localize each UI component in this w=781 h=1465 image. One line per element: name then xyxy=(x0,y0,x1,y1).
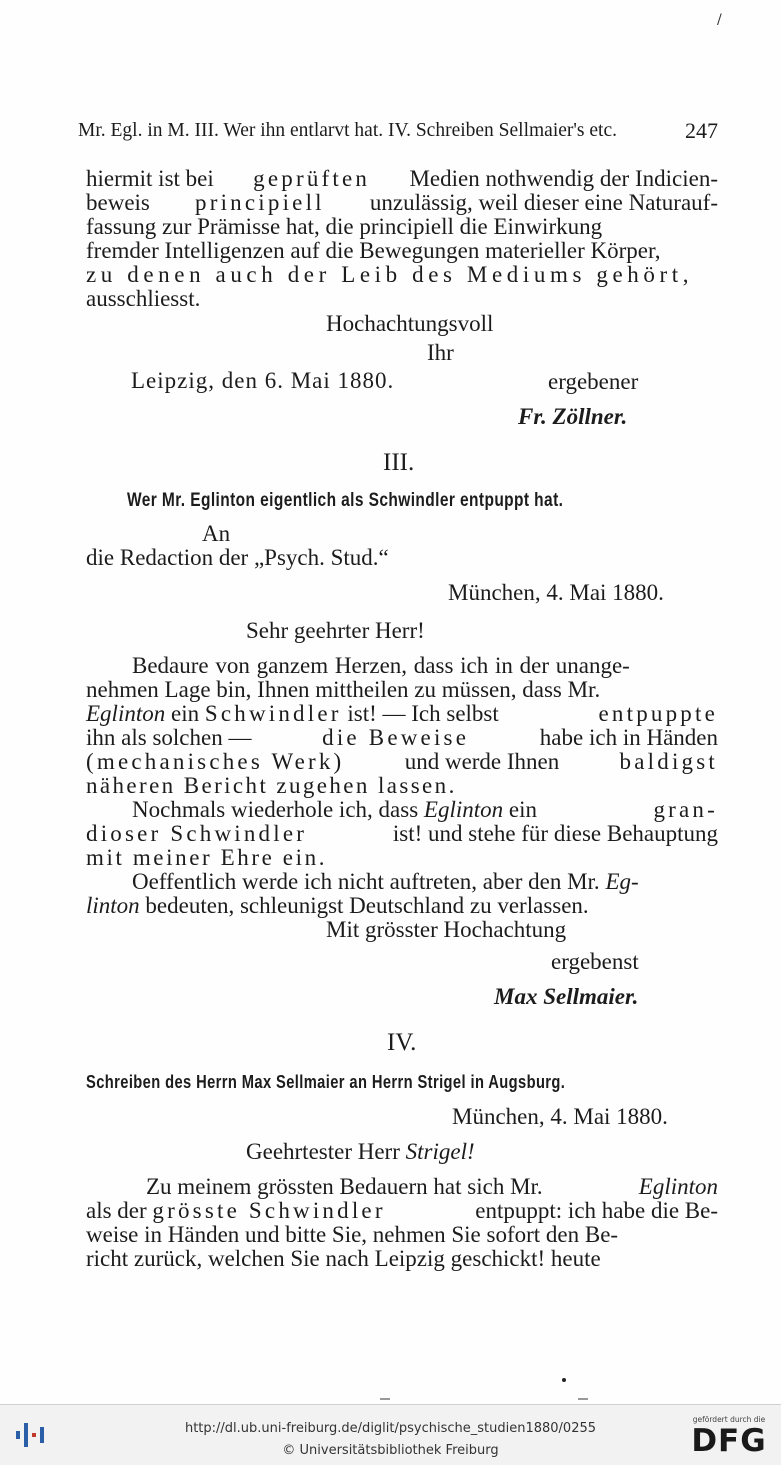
closing-ergebenst: ergebenst xyxy=(551,949,639,974)
text-line: beweis principiell unzulässig, weil dieser eine Naturauf- xyxy=(86,190,718,215)
scan-speck xyxy=(578,1398,588,1400)
text-line: hiermit ist bei geprüften Medien nothwendig der Indicien- xyxy=(86,166,718,191)
text-line: (mechanisches Werk) und werde Ihnen baldigst xyxy=(86,749,718,774)
salutation: Sehr geehrter Herr! xyxy=(246,618,425,643)
closing-line: Hochachtungsvoll xyxy=(326,311,494,336)
dfg-wordmark: DFG xyxy=(691,1423,767,1459)
text-line: richt zurück, welchen Sie nach Leipzig geschickt! heute xyxy=(86,1246,601,1271)
source-url-link[interactable]: http://dl.ub.uni-freiburg.de/diglit/psychische_studien1880/0255 xyxy=(184,1421,597,1436)
text-line: Oeffentlich werde ich nicht auftreten, aber den Mr. Eg- xyxy=(132,869,639,894)
viewer-footer xyxy=(0,1404,781,1465)
section-numeral: IV. xyxy=(387,1029,417,1056)
closing-ihr: Ihr xyxy=(427,340,454,365)
dfg-caption: gefördert durch die xyxy=(692,1415,766,1424)
salutation: Geehrtester Herr Strigel! xyxy=(246,1139,475,1164)
text-line: fassung zur Prämisse hat, die principiell die Einwirkung xyxy=(86,214,603,239)
running-header xyxy=(78,117,718,145)
scan-speck xyxy=(380,1398,390,1400)
text-line: nehmen Lage bin, Ihnen mittheilen zu müssen, dass Mr. xyxy=(86,677,601,702)
section-heading: Wer Mr. Eglinton eigentlich als Schwindler entpuppt hat. xyxy=(127,489,564,511)
signature-zoellner: Fr. Zöllner. xyxy=(518,404,628,429)
closing-line: Mit grösster Hochachtung xyxy=(326,917,567,942)
text-line: Nochmals wiederhole ich, dass Eglinton ein gran- xyxy=(132,797,718,822)
text-line: als der grösste Schwindler entpuppt: ich habe die Be- xyxy=(86,1198,718,1223)
text-line: Eglinton ein Schwindler ist! — Ich selbst entpuppte xyxy=(86,701,718,726)
text-line: ihn als solchen — die Beweise habe ich in Händen xyxy=(86,725,718,750)
scan-speck xyxy=(562,1378,566,1382)
closing-ergebener: ergebener xyxy=(548,369,639,394)
place-date: München, 4. Mai 1880. xyxy=(448,580,664,605)
scan-mark: / xyxy=(717,12,722,28)
text-line: näheren Bericht zugehen lassen. xyxy=(86,773,457,798)
text-line: linton bedeuten, schleunigst Deutschland zu verlassen. xyxy=(86,893,589,918)
text-line: Zu meinem grössten Bedauern hat sich Mr. Eglinton xyxy=(146,1174,718,1199)
text-line: weise in Händen und bitte Sie, nehmen Sie sofort den Be- xyxy=(86,1222,619,1247)
text-line: dioser Schwindler ist! und stehe für diese Behauptung xyxy=(86,821,718,846)
section-heading: Schreiben des Herrn Max Sellmaier an Herrn Strigel in Augsburg. xyxy=(86,1073,566,1093)
address-recipient: die Redaction der „Psych. Stud.“ xyxy=(86,545,389,570)
place-date: Leipzig, den 6. Mai 1880. xyxy=(131,368,395,393)
text-line: ausschliesst. xyxy=(86,286,201,311)
copyright-notice: © Universitätsbibliothek Freiburg xyxy=(282,1443,499,1458)
signature-sellmaier: Max Sellmaier. xyxy=(494,984,639,1009)
text-line: zu denen auch der Leib des Mediums gehört, xyxy=(86,262,694,287)
section-numeral: III. xyxy=(383,449,415,476)
dfg-logo xyxy=(688,1415,770,1461)
text-line: fremder Intelligenzen auf die Bewegungen materieller Körper, xyxy=(86,238,661,263)
page-number: 247 xyxy=(685,118,718,143)
place-date: München, 4. Mai 1880. xyxy=(452,1104,668,1129)
address-an: An xyxy=(202,521,231,546)
running-title: Mr. Egl. in M. III. Wer ihn entlarvt hat. IV. Schreiben Sellmaier's etc. xyxy=(78,120,617,141)
text-line: Bedaure von ganzem Herzen, dass ich in der unange- xyxy=(132,653,630,678)
text-line: mit meiner Ehre ein. xyxy=(86,845,328,870)
